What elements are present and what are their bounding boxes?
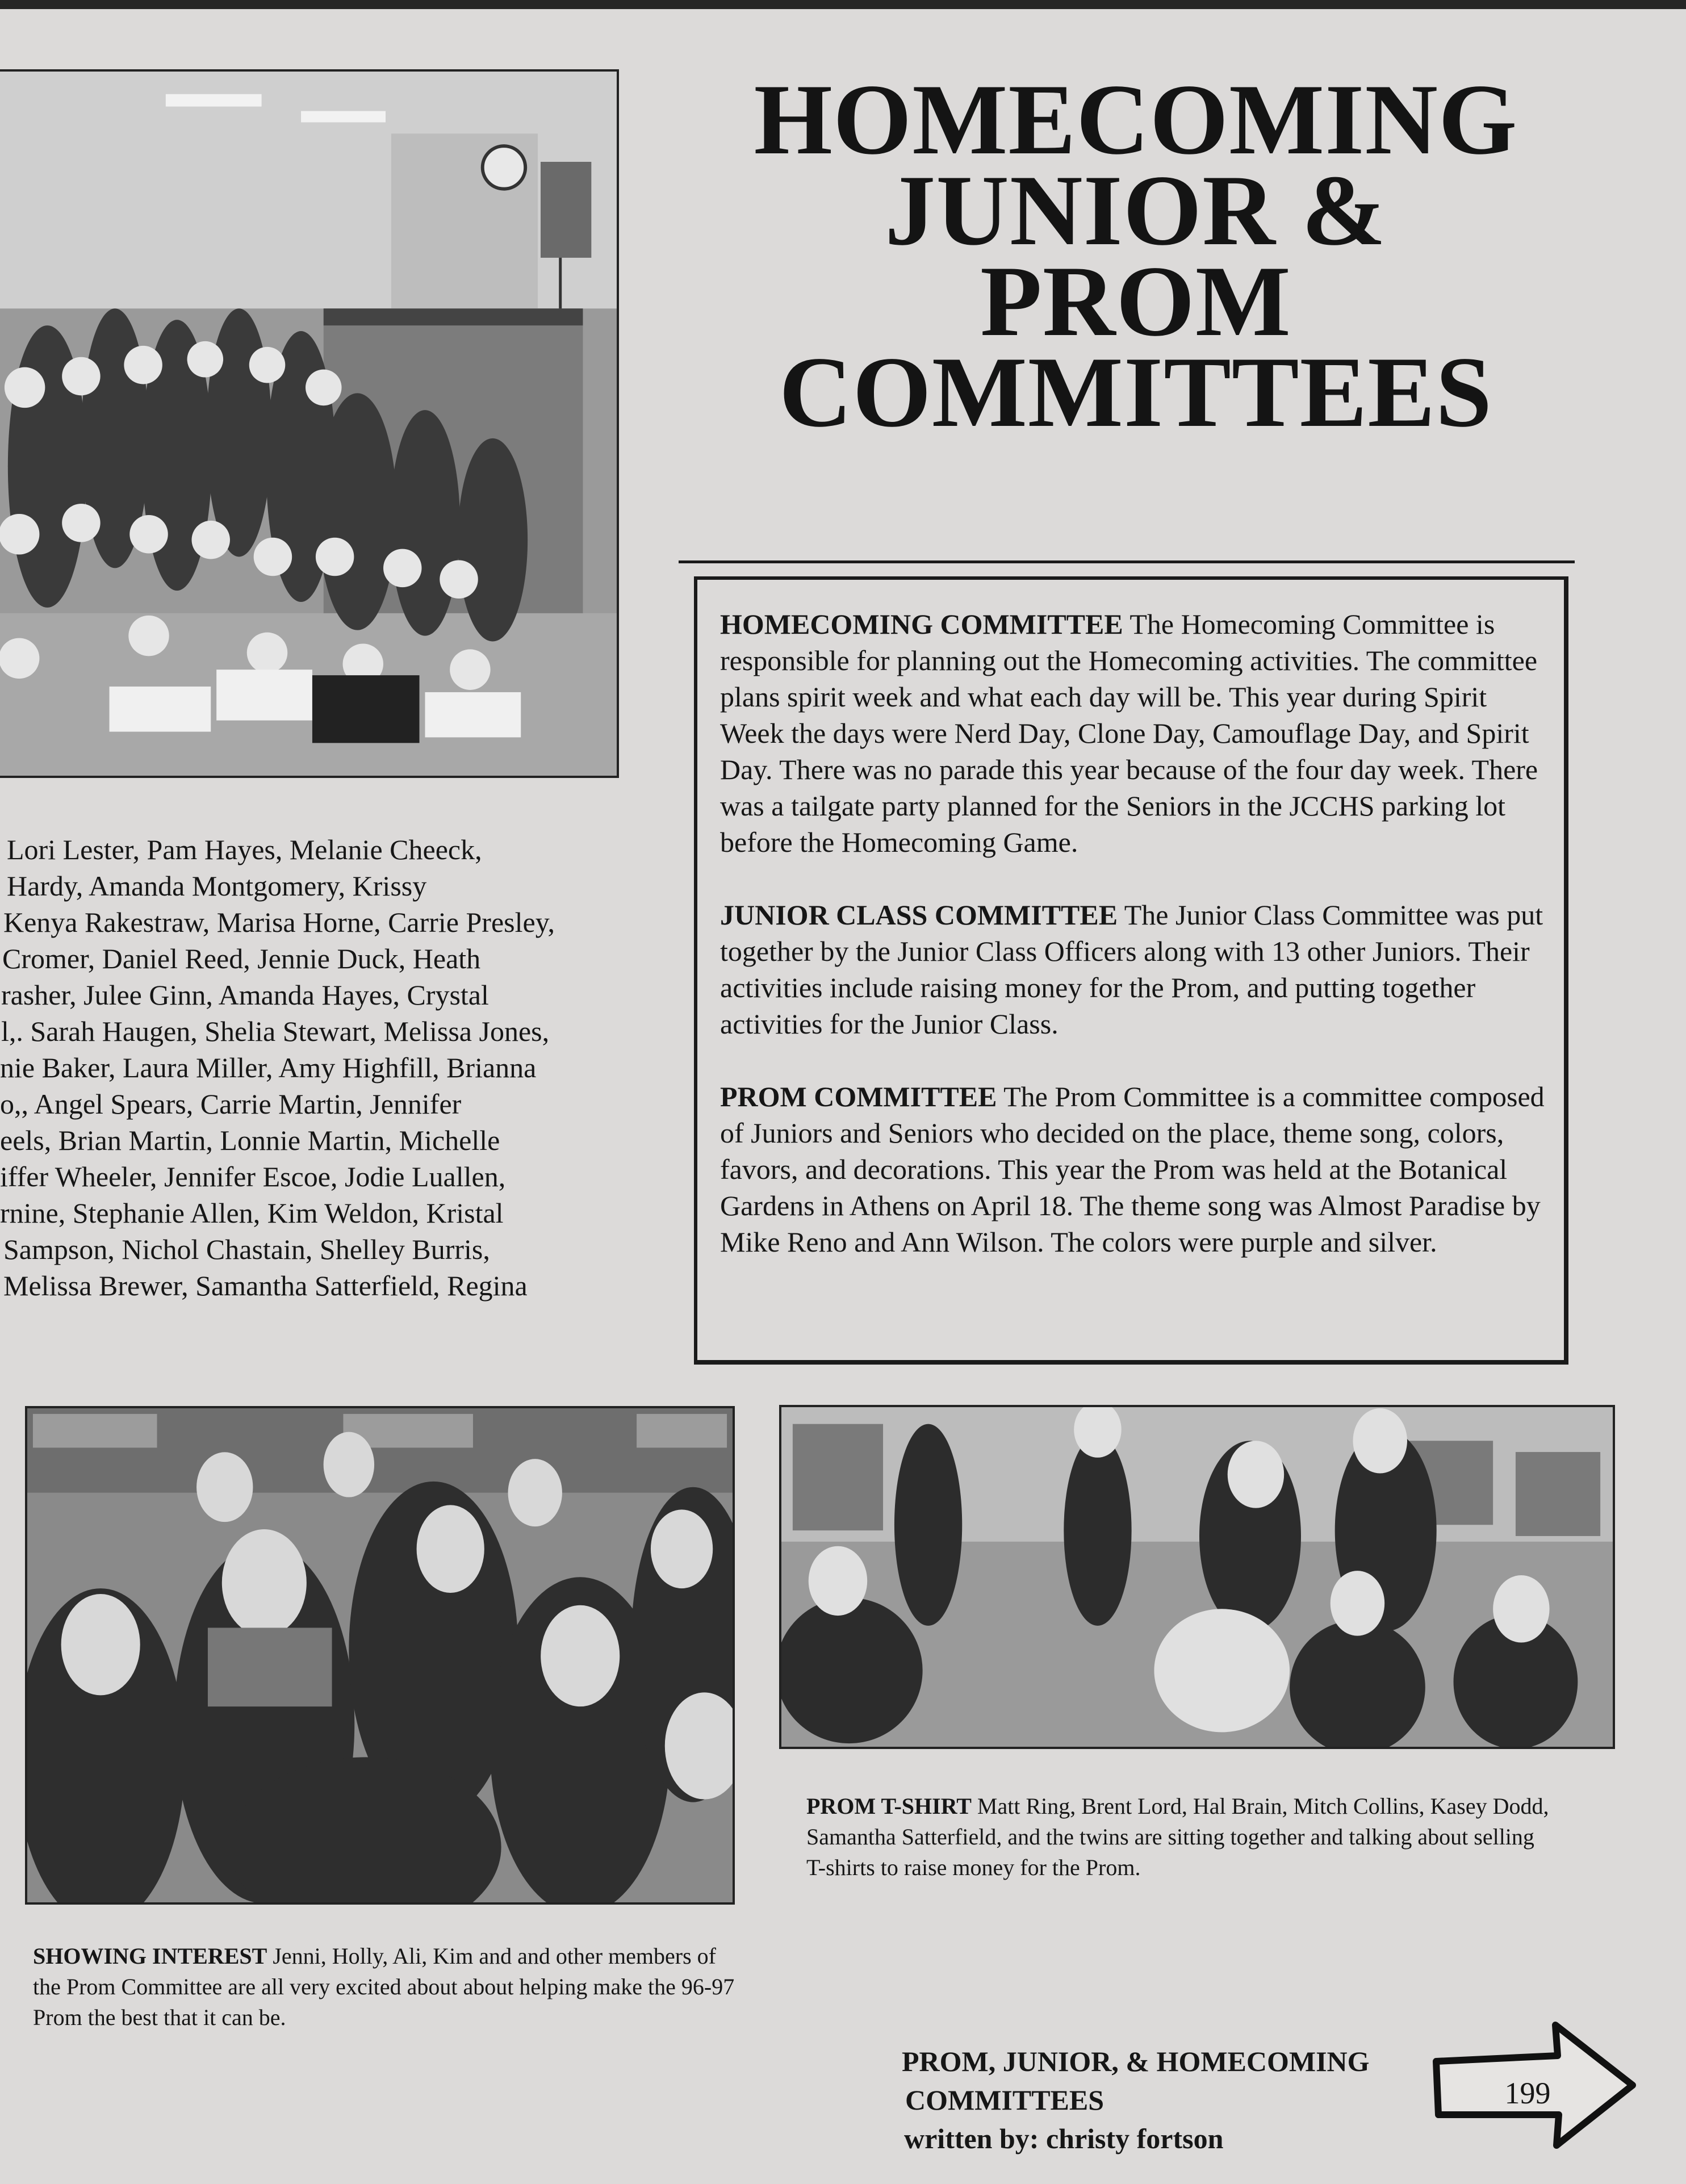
showing-interest-photo xyxy=(25,1406,735,1905)
showing-interest-caption xyxy=(33,1941,737,2033)
names-line: rasher, Julee Ginn, Amanda Hayes, Crystal xyxy=(1,979,489,1011)
section-text: The Homecoming Committee is responsible for planning out the Homecoming activities. The committee plans spirit week and what each day will be. This year during Spirit Week the days were Nerd Day, Clone Day, Camouflage Day, and Spirit Day. There was no parade this year because of the four day week. There was a tailgate party planned for the Seniors in the JCCHS parking lot before the Homecoming Game. xyxy=(720,608,1538,858)
caption-text: Jenni, Holly, Ali, Kim and and other members of the Prom Committee are all very excited about about helping make the 96-97 Prom the best that it can be. xyxy=(33,1943,735,2030)
title-line: HOMECOMING xyxy=(754,63,1518,175)
names-line: Melissa Brewer, Samantha Satterfield, Regina xyxy=(3,1270,528,1302)
section-text: The Prom Committee is a committee composed of Juniors and Seniors who decided on the place, theme song, colors, favors, and decorations. This year the Prom was held at the Botanical Gardens in Athens on April 18. The theme song was Almost Paradise by Mike Reno and Ann Wilson. The colors were purple and silver. xyxy=(720,1081,1545,1258)
prom-committee-paragraph xyxy=(720,1078,1549,1260)
names-line: o,, Angel Spears, Carrie Martin, Jennifer xyxy=(0,1088,462,1120)
caption-heading: PROM T-SHIRT xyxy=(806,1793,972,1819)
names-line: iffer Wheeler, Jennifer Escoe, Jodie Luallen, xyxy=(0,1161,506,1193)
footer-credit: written by: christy fortson xyxy=(904,2123,1224,2154)
names-line: rnine, Stephanie Allen, Kim Weldon, Kristal xyxy=(0,1197,504,1229)
names-line: eels, Brian Martin, Lonnie Martin, Michelle xyxy=(0,1124,500,1156)
prom-tshirt-photo xyxy=(779,1405,1615,1749)
section-heading: JUNIOR CLASS COMMITTEE xyxy=(720,899,1118,931)
caption-text: Matt Ring, Brent Lord, Hal Brain, Mitch Collins, Kasey Dodd, Samantha Satterfield, and the twins are sitting together and talking about selling T-shirts to raise money for the Prom. xyxy=(806,1793,1549,1880)
page-footer xyxy=(902,2042,1370,2158)
names-line: Cromer, Daniel Reed, Jennie Duck, Heath xyxy=(2,943,481,974)
names-line: nie Baker, Laura Miller, Amy Highfill, Brianna xyxy=(0,1052,537,1083)
junior-class-committee-paragraph xyxy=(720,897,1549,1042)
title-line: COMMITTEES xyxy=(779,336,1493,448)
names-line: Sampson, Nichol Chastain, Shelley Burris, xyxy=(3,1233,490,1265)
names-line: Hardy, Amanda Montgomery, Krissy xyxy=(7,870,427,902)
title-line: JUNIOR & xyxy=(885,154,1387,266)
group-photo-names xyxy=(0,831,630,1304)
title-line: PROM xyxy=(980,245,1291,357)
prom-tshirt-caption xyxy=(806,1791,1556,1883)
committee-descriptions-box xyxy=(694,576,1568,1365)
names-line: Lori Lester, Pam Hayes, Melanie Cheeck, xyxy=(7,834,482,865)
section-text: The Junior Class Committee was put together by the Junior Class Officers along with 13 other Juniors. Their activities include raising money for the Prom, and putting together activities for the Junior Class. xyxy=(720,899,1543,1040)
section-heading: HOMECOMING COMMITTEE xyxy=(720,608,1123,640)
names-line: l,. Sarah Haugen, Shelia Stewart, Melissa Jones, xyxy=(1,1015,550,1047)
caption-heading: SHOWING INTEREST xyxy=(33,1943,267,1969)
group-photo xyxy=(0,69,619,778)
scan-top-edge xyxy=(0,0,1686,9)
section-heading: PROM COMMITTEE xyxy=(720,1081,997,1112)
footer-title-line1: PROM, JUNIOR, & HOMECOMING xyxy=(902,2045,1370,2077)
page-title xyxy=(642,63,1630,448)
page-number: 199 xyxy=(1504,2076,1551,2110)
names-line: Kenya Rakestraw, Marisa Horne, Carrie Presley, xyxy=(3,906,555,938)
homecoming-committee-paragraph xyxy=(720,606,1549,860)
title-underline xyxy=(679,560,1575,563)
footer-title-line2: COMMITTEES xyxy=(905,2084,1105,2116)
